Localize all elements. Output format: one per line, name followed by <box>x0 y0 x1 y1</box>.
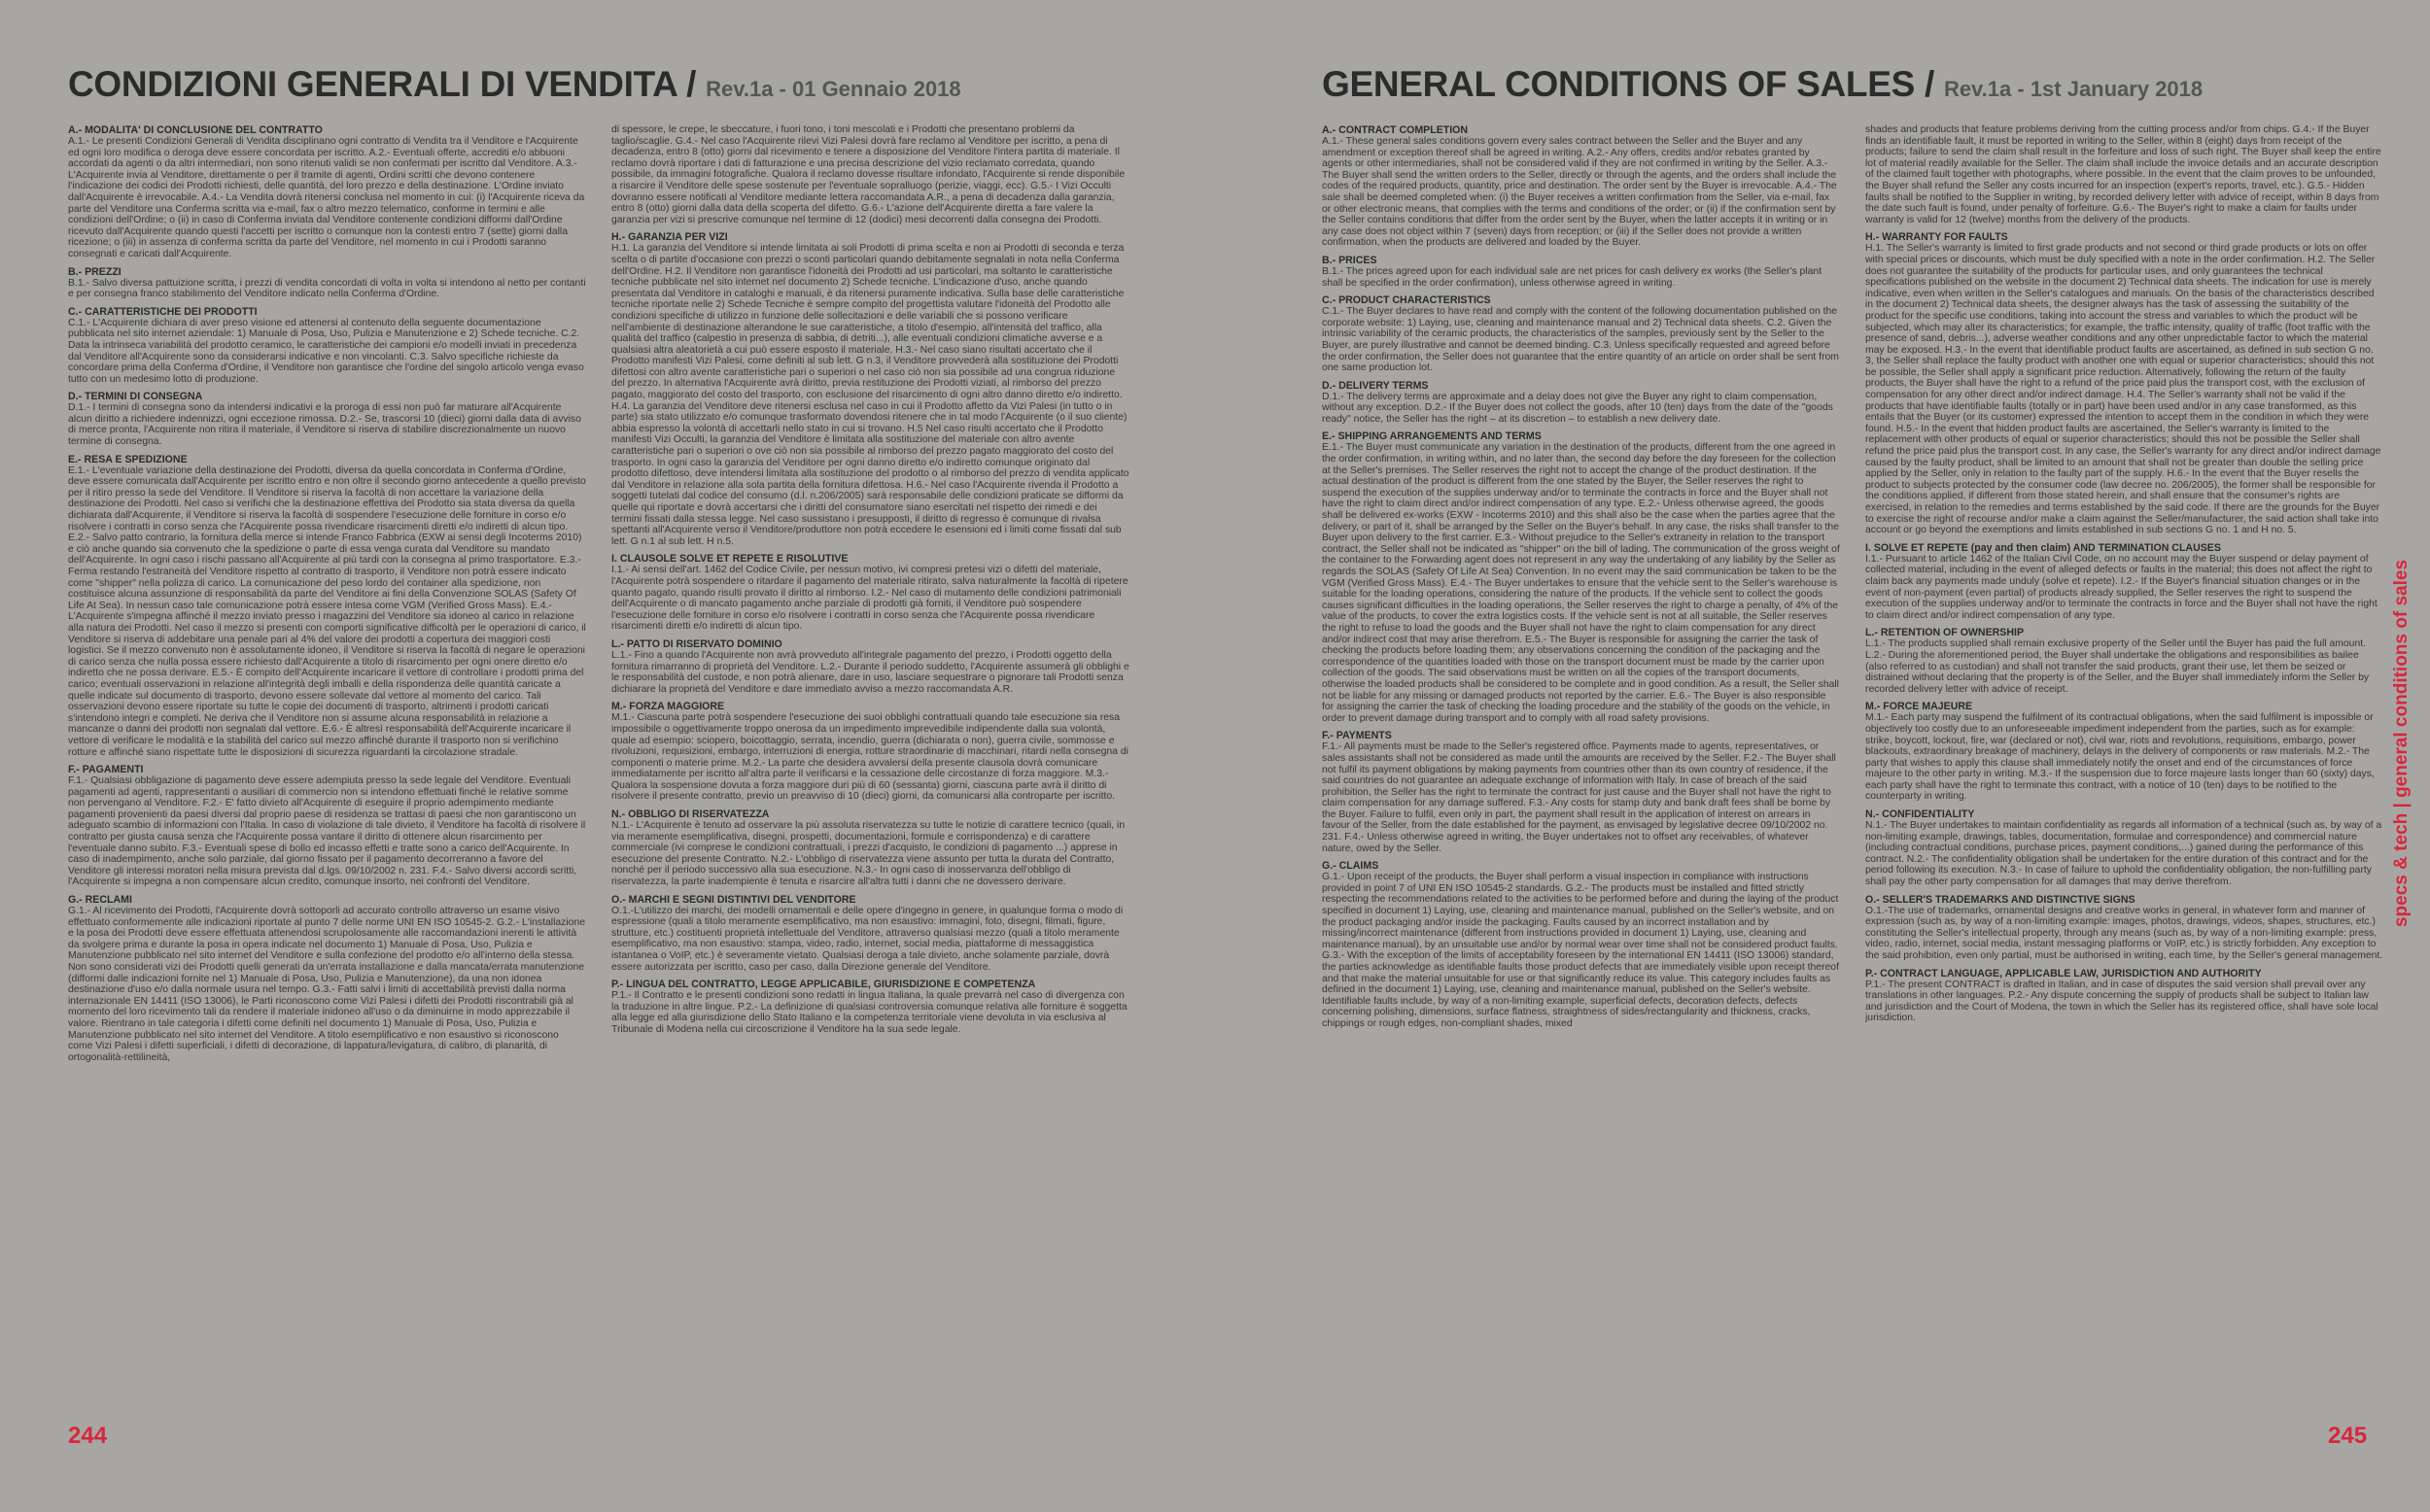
section-heading: O.- MARCHI E SEGNI DISTINTIVI DEL VENDITORE <box>611 893 856 906</box>
column-1 <box>1322 124 1840 1358</box>
right-page <box>1215 0 2430 1512</box>
section-heading: D.- TERMINI DI CONSEGNA <box>68 391 203 403</box>
section-body: I.1.- Ai sensi dell'art. 1462 del Codice Civile, per nessun motivo, ivi compresi pretesi vizi o difetti del materiale, l'Acquirente potrà sospendere o ritardare il pagamento del materiale ritirato, salva naturalmente la facoltà di ripetere quanto pagato, quando risulti provato il diritto al rimborso. I.2.- Nel caso di mutamento delle condizioni patrimoniali dell'Acquirente o di mancato pagamento anche parziale di prodotti già forniti, il Venditore può sospendere l'esecuzione delle forniture in corso e/o risolvere i contratti in corso senza che l'Acquirente possa rivendicare risarcimenti diretti e/o indiretti di alcun tipo. <box>611 565 1128 633</box>
section-heading: G.- CLAIMS <box>1322 860 1379 873</box>
section-heading: O.- SELLER'S TRADEMARKS AND DISTINCTIVE SIGNS <box>1865 893 2135 906</box>
text-columns <box>1322 124 2383 1358</box>
section-body: G.1.- Al ricevimento dei Prodotti, l'Acquirente dovrà sottoporli ad accurato controllo attraverso un esame visivo effettuato conformemente alle indicazioni riportate al punto 7 delle norme UNI EN ISO 10545-2. G.2.- L'installazione e la posa dei Prodotti deve essere effettuata attenendosi scrupolosamente alle raccomandazioni inerenti le attività da svolgere prima e durante la posa in opera indicate nel documento 1) Manuale di Posa, Uso, Pulizia e Manutenzione pubblicato nel sito internet del Venditore e sulla confezione del prodotto e/o all'interno della stessa. Non sono considerati vizi dei Prodotti quelli generati da un'errata installazione e dalla mancata/errata manutenzione (difformi dalle indicazioni fornite nel 1) Manuale di Posa, Uso, Pulizia e Manutenzione), da una non idonea destinazione d'uso e/o dalla normale usura nel tempo. G.3.- Fatti salvi i limiti di accettabilità previsti dalla norma internazionale EN 14411 (ISO 13006), le Parti riconoscono come Vizi Palesi i difetti dei Prodotti riscontrabili già al momento del loro ricevimento tali da rendere il materiale inidoneo all'uso o da diminuirne in modo apprezzabile il valore. Rientrano in tale categoria i difetti come definiti nel documento 1) Manuale di Posa, Uso, Pulizia e Manutenzione pubblicato nel sito internet del Venditore. A titolo esemplificativo e non esaustivo si riconoscono come Vizi Palesi i difetti superficiali, i difetti di decorazione, di lappatura/levigatura, di calibro, di planarità, di ortogonalità-rettilineità, <box>68 906 586 1063</box>
section-heading: L.- RETENTION OF OWNERSHIP <box>1865 627 2025 639</box>
text-columns <box>68 124 1129 1358</box>
revision-label: Rev.1a - 1st January 2018 <box>1943 77 2204 101</box>
column-2 <box>611 124 1129 1358</box>
section-body: D.1.- I termini di consegna sono da intendersi indicativi e la proroga di essi non può far maturare all'Acquirente alcun diritto a richiedere indennizzi, ogni eccezione rimossa. D.2.- Se, trascorsi 10 (dieci) giorni dalla data di avviso di merce pronta, l'Acquirente non ritira il materiale, il Venditore si riserva di stabilire discrezionalmente un nuovo termine di consegna. <box>68 402 581 448</box>
section-heading: M.- FORZA MAGGIORE <box>611 701 725 713</box>
section-heading: D.- DELIVERY TERMS <box>1322 379 1429 392</box>
page-number: 245 <box>2328 1423 2368 1449</box>
section-body: A.1.- These general sales conditions govern every sales contract between the Seller and the Buyer and any amendment or exception thereof shall be agreed in writing. A.2.- Any offers, credits and/or rebates granted by agents or other intermediaries, shall not be considered valid if they are not confirmed in writing by the Seller. A.3.- The Buyer shall send the written orders to the Seller, directly or through the agents, and the orders shall include the codes of the required products, quantity, price and destination. The order sent by the Buyer is irrevocable. A.4.- The sale shall be deemed completed when: (i) the Buyer receives a written confirmation from the Seller, via e-mail, fax or other electronic means, that complies with the terms and conditions of the order; or (ii) if the confirmation sent by the Seller contains conditions that differ from the order sent by the Buyer, when the latter accepts it in writing or in any case does not object within 7 (seven) days from reception; or (iii) if the Seller does not provide a written confirmation, when the products are delivered and loaded by the Buyer. <box>1322 136 1837 249</box>
section-heading: B.- PREZZI <box>68 265 122 278</box>
section-body: di spessore, le crepe, le sbeccature, i fuori tono, i toni mescolati e i Prodotti che presentano problemi da taglio/scaglie. G.4.- Nel caso l'Acquirente rilevi Vizi Palesi dovrà fare reclamo al Venditore per iscritto, a pena di decadenza, entro 8 (otto) giorni dal ricevimento e tenere a disposizione del Venditore l'intera partita di materiale. Il reclamo dovrà riportare i dati di fatturazione e una precisa descrizione del vizio reclamato corredata, quando possibile, da immagini fotografiche. Qualora il reclamo dovesse risultare infondato, l'Acquirente si rende disponibile a risarcire il Venditore delle spese sostenute per l'eventuale sopralluogo (perizie, viaggi, ecc). G.5.- I Vizi Occulti dovranno essere notificati al Venditore mediante lettera raccomandata A.R., a pena di decadenza dalla garanzia, entro 8 (otto) giorni dalla data della scoperta del difetto. G.6.- L'azione dell'Acquirente diretta a fare valere la garanzia per vizi si prescrive comunque nel termine di 12 (dodici) mesi decorrenti dalla consegna dei Prodotti. <box>611 124 1126 225</box>
revision-label: Rev.1a - 01 Gennaio 2018 <box>706 77 961 101</box>
section-body: H.1. The Seller's warranty is limited to first grade products and not second or third grade products or lots on offer with special prices or discounts, which must be duly specified with a note in the order confirmation. H.2. The Seller does not guarantee the suitability of the products for particular uses, and only guarantees the technical specifications published on the website in the document 2) Technical data sheets. The indication for use is merely indicative, even when written in the Seller's catalogues and manuals. On the basis of the characteristics described in the document 2) Technical data sheets, the designer always has the task of assessing the suitability of the product for the specific use conditions, taking into account the stress and variables to which the product will be subjected, which may alter its characteristics; for example, the traffic intensity, quality of traffic (foot traffic with the presence of sand, debris...), adverse weather conditions and any other unpredictable factor to which the material may be exposed. H.3.- In the event that identifiable product faults are ascertained, as defined in sub section G no. 3, the Seller shall replace the faulty product with another one with equal or superior characteristics; should this not be possible, the Seller shall apply a significant price reduction. Alternatively, following the return of the faulty products, the Buyer shall have the right to a refund of the price paid plus the transport cost, with the exclusion of compensation for any other direct and/or indirect damage. H.4. The Seller's warranty shall not be valid if the products that have identifiable faults (totally or in part) have been used and/or in any case transformed, as this entails that the Buyer (or its customer) expressed the intention to accept them in the condition in which they were found. H.5.- In the event that hidden product faults are ascertained, the Seller's warranty is limited to the replacement with other products of equal or superior characteristics; should this not be possible the Seller shall refund the price paid plus the transport cost. In any case, the Seller's warranty for any direct and/or indirect damage caused by the faulty product, shall be limited to an amount that shall not be greater than double the selling price applied by the Seller, only in relation to the faulty part of the supply. H.6.- In the event that the Buyer resells the product to subjects protected by the consumer code (law decree no. 206/2005), the former shall be responsible for the conditions applied, if different from those stated herein, and shall ensure that the consumer's rights are exercised, in relation to the remedies and terms established by the said code. If there are the grounds for the Buyer to exercise the right of recourse and/or make a claim against the Seller/manufacturer, the said action shall take into account or go beyond the exemptions and limits established in sub sections G no. 1 and H no. 5. <box>1865 243 2381 536</box>
section-heading: H.- WARRANTY FOR FAULTS <box>1865 231 2008 244</box>
section-heading: C.- PRODUCT CHARACTERISTICS <box>1322 294 1491 307</box>
title-text: CONDIZIONI GENERALI DI VENDITA / <box>68 64 697 104</box>
section-body: I.1.- Pursuant to article 1462 of the Italian Civil Code, on no account may the Buyer suspend or delay payment of collected material, including in the event of alleged defects or faults in the material; this does not affect the right to claim back any payments made unduly (solve et repete). I.2.- If the Buyer's financial situation changes or in the event of non-payment (even partial) of products already supplied, the Seller reserves the right to suspend the execution of the supplies underway and/or to terminate the contracts in force and the Buyer shall not have the right to claim direct and/or indirect compensation of any type. <box>1865 553 2378 621</box>
section-body: E.1.- L'eventuale variazione della destinazione dei Prodotti, diversa da quella concordata in Conferma d'Ordine, deve essere comunicata dall'Acquirente per iscritto entro e non oltre il secondo giorno antecedente a quello previsto per il ritiro presso la sede del Venditore. Il Venditore si riserva la facoltà di non accettare la variazione della destinazione dei Prodotti. Nel caso si verifichi che la destinazione effettiva del Prodotto sia stata diversa da quella dichiarata dall'Acquirente, il Venditore si riserva la facoltà di sospendere l'esecuzione delle forniture in corso e/o risolvere i contratti in corso senza che l'Acquirente possa rivendicare risarcimenti diretti e/o indiretti di alcun tipo. E.2.- Salvo patto contrario, la fornitura della merce si intende Franco Fabbrica (EXW ai sensi degli Incoterms 2010) e ciò anche quando sia convenuto che la spedizione o parte di essa venga curata dal Venditore su mandato dell'Acquirente. In ogni caso i rischi passano all'Acquirente al più tardi con la consegna al primo trasportatore. E.3.- Ferma restando l'estraneità del Venditore rispetto al contratto di trasporto, il Venditore non potrà essere indicato come "shipper" nella polizza di carico. La comunicazione del peso lordo del container alla spedizione, non costituisce alcuna assunzione di responsabilità da parte del Venditore ai fini della Convenzione SOLAS (Safety Of Life At Sea). In nessun caso tale comunicazione potrà essere intesa come VGM (Verified Gross Mass). E.4.- L'Acquirente s'impegna affinché il mezzo inviato presso i magazzini del Venditore sia idoneo al carico in relazione alla natura dei Prodotti. Nel caso il mezzo si presenti con comporti significative difficoltà per le operazioni di carico, il Venditore si riserva di addebitare una penale pari al 4% del valore dei prodotti a copertura dei maggiori costi logistici. Se il mezzo convenuto non è assolutamente idoneo, il Venditore si riserva la facoltà di negare le operazioni di carico senza che nulla possa essere richiesto dall'Acquirente a titolo di risarcimento per ogni onere diretto e/o indiretto che ne possa derivare. E.5.- È compito dell'Acquirente incaricare il vettore di controllare i prodotti prima del carico; eventuali osservazioni in relazione all'integrità degli imballi e della rispondenza delle quantità caricate a quelle indicate sul documento di trasporto, devono essere sollevate dal vettore al momento del carico. Tali osservazioni devono essere riportate su tutte le copie dei documenti di trasporto, altrimenti i prodotti caricati s'intendono integri e completi. Ne deriva che il Venditore non si assume alcuna responsabilità in relazione a mancanze o danni dei prodotti non segnalati dal vettore. E.6.- È altresì responsabilità dell'Acquirente incaricare il vettore di verificare le modalità e la stabilità del carico sul mezzo affinché durante il trasporto non si verifichino rotture e affinché siano rispettate tutte le disposizioni di sicurezza riguardanti la circolazione stradale. <box>68 464 586 758</box>
section-body: F.1.- Qualsiasi obbligazione di pagamento deve essere adempiuta presso la sede legale del Venditore. Eventuali pagamenti ad agenti, rappresentanti o ausiliari di commercio non si intendono effettuati finché le relative somme non pervengano al Venditore. F.2.- E' fatto divieto all'Acquirente di eseguire il proprio adempimento mediante pagamenti provenienti da paesi diversi dal proprio paese di residenza se trattasi di paesi che non garantiscono un adeguato scambio di informazioni con l'Italia. In caso di violazione di tale divieto, il Venditore ha facoltà di risolvere il contratto per giusta causa senza che l'Acquirente possa vantare il diritto di ottenere alcun risarcimento per l'eventuale danno subito. F.3.- Eventuali spese di bollo ed incasso effetti e tratte sono a carico dell'Acquirente. In caso di inadempimento, anche solo parziale, dal giorno fissato per il pagamento decorreranno a favore del Venditore gli interessi moratori nella misura prevista dal d.lgs. 09/10/2002 n. 231. F.4.- Salvo diversi accordi scritti, l'Acquirente si impegna a non compensare alcun credito, comunque insorto, nei confronti del Venditore. <box>68 775 586 888</box>
section-heading: L.- PATTO DI RISERVATO DOMINIO <box>611 637 782 650</box>
section-heading: F.- PAGAMENTI <box>68 764 144 776</box>
column-1 <box>68 124 586 1358</box>
section-heading: F.- PAYMENTS <box>1322 730 1392 742</box>
section-heading: A.- MODALITA' DI CONCLUSIONE DEL CONTRATTO <box>68 124 323 136</box>
section-heading: A.- CONTRACT COMPLETION <box>1322 124 1469 136</box>
page-title-english <box>1322 64 2203 105</box>
page-number: 244 <box>68 1423 108 1449</box>
section-body: B.1.- Salvo diversa pattuizione scritta, i prezzi di vendita concordati di volta in volta si intendono al netto per contanti e per consegna franco stabilimento del Venditore indicato nella Conferma d'Ordine. <box>68 277 586 300</box>
section-heading: P.- CONTRACT LANGUAGE, APPLICABLE LAW, JURISDICTION AND AUTHORITY <box>1865 967 2262 979</box>
section-body: P.1.- The present CONTRACT is drafted in Italian, and in case of disputes the said version shall prevail over any translations in other languages. P.2.- Any dispute concerning the supply of products shall be subject to Italian law and jurisdiction and the Court of Modena, the town in which the Seller has its registered office, shall have sole local jurisdiction. <box>1865 979 2378 1024</box>
section-heading: N.- OBBLIGO DI RISERVATEZZA <box>611 808 770 821</box>
section-body: C.1.- The Buyer declares to have read and comply with the content of the following documentation published on the corporate website: 1) Laying, use, cleaning and maintenance manual and 2) Technical data sheets. C.2. Given the intrinsic variability of the ceramic products, the characteristics of the samples, previously sent by the Seller to the Buyer, are purely illustrative and cannot be deemed binding. C.3. Unless specifically requested and agreed before the order confirmation, the Seller does not guarantee that the entire quantity of an article on order shall be sent from one same production lot. <box>1322 306 1839 374</box>
section-body: E.1.- The Buyer must communicate any variation in the destination of the products, different from the one agreed in the order confirmation, in writing within, and no later than, the second day before the day foreseen for the collection at the Seller's premises. The Seller reserves the right not to accept the change of the product destination. If the actual destination of the product is different from the one stated by the Buyer, the Seller reserves the right to suspend the execution of the supplies underway and/or to terminate the contracts in force and the Buyer shall not have the right to claim direct and/or indirect compensation of any type. E.2.- Unless otherwise agreed, the goods shall be delivered ex-works (EXW - Incoterms 2010) and this shall also be the case when the parties agree that the delivery, or part of it, shall be arranged by the Seller on the Buyer's behalf. In any case, the risks shall transfer to the Buyer upon delivery to the first carrier. E.3.- Without prejudice to the Seller's extraneity in relation to the transport contract, the Seller shall not be indicated as "shipper" on the bill of lading. The communication of the gross weight of the container to the Forwarding agent does not represent in any way the undertaking of any liability by the Seller as regards the SOLAS (Safety Of Life At Sea) Convention. In no event may the said communication be taken to be the VGM (Verified Gross Mass). E.4.- The Buyer undertakes to ensure that the vehicle sent to the Seller's warehouse is suitable for the loading operations, considering the nature of the products. If the vehicle sent to collect the goods causes significant difficulties in the loading operations, the Seller reserves the right to charge a penalty, of 4% of the value of the products, to cover the extra logistics costs. If the vehicle sent is not at all suitable, the Seller reserves the right to refuse to load the goods and the Buyer shall not have the right to claim compensation for any direct and/or indirect cost that may arise therefrom. E.5.- The Buyer is responsible for assigning the carrier the task of checking the products before loading them; any observations concerning the condition of the packaging and the correspondence of the quantities loaded with those on the transport document must be made by the carrier upon collection of the goods. The said observations must be written on all the copies of the transport documents, otherwise the loaded products shall be considered to be complete and in good condition. As a result, the Seller shall not be liable for any missing or damaged products not reported by the carrier. E.6.- The Buyer is also responsible for assigning the carrier the task of checking the loading procedure and the stability of the goods on the vehicle, in order to prevent damage during transport and to comply with all road safety provisions. <box>1322 442 1840 724</box>
section-body: D.1.- The delivery terms are approximate and a delay does not give the Buyer any right to claim compensation, without any exception. D.2.- If the Buyer does not collect the goods, after 10 (ten) days from the date of the "goods ready" notice, the Seller has the right – at its discretion – to establish a new delivery date. <box>1322 391 1833 425</box>
section-body: M.1.- Each party may suspend the fulfilment of its contractual obligations, when the said fulfilment is impossible or objectively too costly due to an unforeseeable impediment independent from the parties, such as for example: strike, boycott, lockout, fire, war (declared or not), civil war, riots and revolutions, requisitions, embargo, power blackouts, extraordinary breakage of machinery, delays in the delivery of components or raw materials. M.2.- The party that wishes to apply this clause shall immediately notify the onset and end of the circumstances of force majeure to the other party in writing. M.3.- If the suspension due to force majeure lasts longer than 60 (sixty) days, each party shall have the right to terminate this contract, with a notice of 10 (ten) days to be notified to the counterparty in writing. <box>1865 712 2375 803</box>
section-body: H.1. La garanzia del Venditore si intende limitata ai soli Prodotti di prima scelta e non ai Prodotti di seconda e terza scelta o di partite d'occasione con prezzi o sconti particolari quando debitamente segnalati in nota nella Conferma dell'Ordine. H.2. Il Venditore non garantisce l'idoneità dei Prodotti ad usi particolari, ma soltanto le caratteristiche tecniche pubblicate nel sito internet nel documento 2) Schede tecniche. L'indicazione d'uso, anche quando presentata dal Venditore in cataloghi e manuali, è da ritenersi puramente indicativa. Sulla base delle caratteristiche tecniche riportate nelle 2) Schede Tecniche è sempre compito del progettista valutare l'idoneità del Prodotto alle condizioni specifiche di utilizzo in funzione delle sollecitazioni e delle variabili che si possono verificare nell'ambiente di destinazione alterandone le sue caratteristiche, a titolo d'esempio, all'intensità del traffico, alla qualità del traffico (calpestio in presenza di sabbia, di detriti...), alle eventuali condizioni climatiche avverse e a qualsiasi altra aleatorietà a cui può essere esposto il materiale. H.3.- Nel caso siano risultati accertato che il Prodotto manifesti Vizi Palesi, come definiti al sub lett. G n.3, il Venditore provvederà alla sostituzione dei Prodotti difettosi con altro avente caratteristiche pari o superiori o nel caso ciò non sia possibile ad una congrua riduzione del prezzo. In alternativa l'Acquirente avrà diritto, previa restituzione dei Prodotti viziati, al rimborso del prezzo pagato, maggiorato del costo del trasporto, con esclusione del risarcimento di ogni altro danno diretto e/o indiretto. H.4. La garanzia del Venditore deve ritenersi esclusa nel caso in cui il Prodotto affetto da Vizi Palesi (in tutto o in parte) sia stato utilizzato e/o comunque trasformato dovendosi ritenere che in tal modo l'Acquirente (o il suo cliente) abbia espresso la volontà di accettarli nello stato in cui si trovano. H.5 Nel caso risulti accertato che il Prodotto manifesti Vizi Occulti, la garanzia del Venditore è limitata alla sostituzione del materiale con altro avente caratteristiche pari o superiori o ove ciò non sia possibile al rimborso del prezzo pagato maggiorato del costo del trasporto. In ogni caso la garanzia del Venditore per ogni danno diretto e/o indiretto comunque originato dal prodotto difettoso, deve intendersi limitata alla sostituzione del prodotto o al rimborso del prezzo di vendita applicato dal Venditore in relazione alla sola partita della fornitura difettosa. H.6.- Nel caso l'Acquirente rivenda il Prodotto a soggetti tutelati dal codice del consumo (d.l. n.206/2005) sarà responsabile delle condizioni praticate se difformi da quelle qui riportate e dovrà accertarsi che i diritti del consumatore siano esercitati nel rispetto dei rimedi e dei termini fissati dalla stessa legge. Nel caso sussistano i presupposti, il diritto di regresso è comunque di rivalsa spettanti all'Acquirente verso il Venditore/produttore non potrà eccedere le esensioni ed i limiti come fissati dal sub lett. G n.1 al sub lett. H n.5. <box>611 243 1129 547</box>
section-heading: M.- FORCE MAJEURE <box>1865 701 1973 713</box>
section-heading: H.- GARANZIA PER VIZI <box>611 231 728 244</box>
side-label-text: specs & tech | general conditions of sales <box>2391 559 2412 928</box>
title-text: GENERAL CONDITIONS OF SALES / <box>1322 64 1934 104</box>
section-heading: N.- CONFIDENTIALITY <box>1865 808 1975 821</box>
section-body: N.1.- L'Acquirente è tenuto ad osservare la più assoluta riservatezza su tutte le notizie di carattere tecnico (quali, in via meramente esemplificativa, disegni, prospetti, documentazioni, formule e corrispondenza) e di carattere commerciale (ivi comprese le condizioni contrattuali, i prezzi d'acquisto, le condizioni di pagamento ...) apprese in esecuzione del presente Contratto. N.2.- L'obbligo di riservatezza viene assunto per tutta la durata del Contratto, nonché per il periodo successivo alla sua esecuzione. N.3.- In ogni caso di inosservanza dell'obbligo di riservatezza, la parte inadempiente è tenuta e risarcire all'altra tutti i danni che ne dovessero derivare. <box>611 820 1126 888</box>
section-body: L.1.- The products supplied shall remain exclusive property of the Seller until the Buyer has paid the full amount. L.2.- During the aforementioned period, the Buyer shall undertake the obligations and responsibilities as bailee (also referred to as custodian) and shall not transfer the said products, grant their use, let them be seized or distrained without declaring that the property is of the Seller, and the Buyer shall immediately inform the Seller by recorded delivery letter with advice of receipt. <box>1865 638 2370 695</box>
section-body: N.1.- The Buyer undertakes to maintain confidentiality as regards all information of a technical (such as, by way of a non-limiting example, drawings, tables, documentation, formulae and correspondence) and commercial nature (including contractual conditions, purchase prices, payment conditions,...) gained during the performance of this contract. N.2.- The confidentiality obligation shall be undertaken for the entire duration of this contract and for the period following its execution. N.3.- In case of failure to uphold the confidentiality obligation, the non-fulfilling party shall pay the other party compensation for all damages that may derive therefrom. <box>1865 820 2382 888</box>
section-body: L.1.- Fino a quando l'Acquirente non avrà provveduto all'integrale pagamento del prezzo, i Prodotti oggetto della fornitura rimarranno di proprietà del Venditore. L.2.- Durante il periodo suddetto, l'Acquirente assumerà gli obblighi e le responsabilità del custode, e non potrà alienare, dare in uso, lasciare sequestrare o pignorare tali Prodotti senza dichiarare la proprietà del Venditore e dare immediato avviso a mezzo raccomandata A.R. <box>611 649 1129 695</box>
section-body: O.1.-The use of trademarks, ornamental designs and creative works in general, in whatever form and manner of expression (such as, by way of a non-limiting example: images, photos, drawings, videos, shapes, structures, etc.) constituting the Seller's intellectual property, through any means (such as, by way of a non-limiting example: press, video, radio, internet, social media, instant messaging platforms or VoIP, etc.) is strictly forbidden. Any exception to the said prohibition, even only partial, must be authorised in writing, each time, by the Seller's general management. <box>1865 905 2383 961</box>
side-section-label <box>2392 525 2412 962</box>
section-heading: E.- RESA E SPEDIZIONE <box>68 453 188 465</box>
section-body: G.1.- Upon receipt of the products, the Buyer shall perform a visual inspection in compliance with instructions provided in point 7 of UNI EN ISO 10545-2 standards. G.2.- The products must be installed and fitted strictly respecting the recommendations related to the activities to be performed before and during the laying of the product specified in document 1) Laying, use, cleaning and maintenance manual, published on the Seller's website, and on the product packaging and/or inside the packaging. Faults caused by an incorrect installation and by missing/incorrect maintenance (different from instructions provided in document 1) Laying, use, cleaning and maintenance manual), by an unsuitable use and/or by normal wear over time shall not be considered product faults. G.3.- With the exception of the limits of acceptability foreseen by the international EN 14411 (ISO 13006) standard, the parties acknowledge as identifiable faults those product defects that are immediately visible upon receipt thereof and that make the material unsuitable for use or that significantly reduce its value. This category includes faults as defined in the document 1) Laying, use, cleaning and maintenance manual, published on the Seller's website. Identifiable faults include, by way of a non-limiting example, superficial defects, decoration defects, defects concerning polishing, dimensions, surface flatness, straightness of sides/rectangularity and thickness, cracks, chippings or rough edges, non-compliant shades, mixed <box>1322 872 1839 1029</box>
section-body: O.1.-L'utilizzo dei marchi, dei modelli ornamentali e delle opere d'ingegno in genere, in qualunque forma o modo di espressione (quali a titolo meramente esemplificativo, ma non esaustivo: immagini, foto, disegni, filmati, figure, strutture, etc.) costituenti proprietà intellettuale del Venditore, attraverso qualsiasi mezzo (quali a titolo meramente esemplificativo, ma non esaustivo: stampa, video, radio, internet, social media, piattaforme di messaggistica istantanea o VoIP, etc.) è severamente vietato. Qualsiasi deroga a tale divieto, anche solamente parziale, dovrà essere autorizzata per iscritto, caso per caso, dalla Direzione generale del Venditore. <box>611 905 1124 973</box>
column-2 <box>1865 124 2383 1358</box>
section-heading: P.- LINGUA DEL CONTRATTO, LEGGE APPLICABILE, GIURISDIZIONE E COMPETENZA <box>611 979 1036 991</box>
section-heading: I. SOLVE ET REPETE (pay and then claim) AND TERMINATION CLAUSES <box>1865 541 2221 554</box>
section-body: F.1.- All payments must be made to the Seller's registered office. Payments made to agents, representatives, or sales assistants shall not be considered as made until the amounts are received by the Seller. F.2.- The Buyer shall not fulfil its payment obligations by making payments from countries other than its own country of residence, if the said countries do not guarantee an adequate exchange of information with Italy. In case of breach of the said prohibition, the Seller has the right to terminate the contract for just cause and the Buyer shall not have the right to claim compensation for any damage suffered. F.3.- Any costs for stamp duty and bank draft fees shall be borne by the Buyer. Failure to fulfil, even only in part, the payment shall result in the application of interest on arrears in favour of the Seller, from the date established for the payment, as envisaged by legislative decree 09/10/2002 no. 231. F.4.- Unless otherwise agreed in writing, the Buyer undertakes not to offset any receivables, of whatever nature, owed by the Seller. <box>1322 741 1836 854</box>
section-body: shades and products that feature problems deriving from the cutting process and/or from chips. G.4.- If the Buyer finds an identifiable fault, it must be reported in writing to the Seller, within 8 (eight) days from receipt of the products; failure to send the claim shall result in the forfeiture and loss of such right. The Buyer shall keep the entire lot of material readily available for the Seller. The claim shall include the invoice details and an accurate description of the claimed fault together with photographs, where possible. In the event that the claim proves to be unfounded, the Buyer shall refund the Seller any costs incurred for an inspection (expert's reports, travel, etc.). G.5.- Hidden faults shall be notified to the Supplier in writing, by recorded delivery letter with advice of receipt, within 8 days from the date such fault is found, under penalty of forfeiture. G.6.- The Buyer's right to make a claim for faults under warranty is valid for 12 (twelve) months from the delivery of the products. <box>1865 124 2381 225</box>
section-body: C.1.- L'Acquirente dichiara di aver preso visione ed attenersi al contenuto della seguente documentazione pubblicata nel sito internet aziendale: 1) Manuale di Posa, Uso, Pulizia e Manutenzione e 2) Schede tecniche. C.2. Data la intrinseca variabilità del prodotto ceramico, le caratteristiche dei campioni e/o modelli inviati in precedenza dal Venditore all'Acquirente sono da considerarsi indicative e non vincolanti. C.3. Salvo specifiche richieste da concordare prima della Conferma d'Ordine, il Venditore non garantisce che l'ordine del singolo articolo venga evaso tutto con un medesimo lotto di produzione. <box>68 317 584 385</box>
page-title-italian <box>68 64 961 105</box>
section-body: P.1.- Il Contratto e le presenti condizioni sono redatti in lingua Italiana, la quale prevarrà nel caso di divergenza con la traduzione in altre lingue. P.2.- La definizione di qualsiasi controversia comunque relativa alle forniture è soggetta alla legge ed alla giurisdizione dello Stato Italiano e la competenza territoriale viene devoluta in via esclusiva al Tribunale di Modena nella cui circoscrizione il Venditore ha la sua sede legale. <box>611 990 1128 1035</box>
section-heading: B.- PRICES <box>1322 254 1377 266</box>
section-body: A.1.- Le presenti Condizioni Generali di Vendita disciplinano ogni contratto di Vendita tra il Venditore e l'Acquirente ed ogni loro modifica o deroga deve essere concordata per iscritto. A.2.- Eventuali offerte, accrediti e/o abbuoni accordati da agenti o da altri intermediari, non sono ritenuti validi se non confermati per iscritto dal Venditore. A.3.- L'Acquirente invia al Venditore, direttamente o per il tramite di agenti, Ordini scritti che devono contenere l'indicazione dei codici dei Prodotti richiesti, delle quantità, del loro prezzo e della destinazione. L'Ordine inviato dall'Acquirente è irrevocabile. A.4.- La Vendita dovrà ritenersi conclusa nel momento in cui: (i) l'Acquirente riceva da parte del Venditore una Conferma scritta via e-mail, fax o altro mezzo telematico, conforme in termini e alle condizioni dell'Ordine; o (ii) in caso di Conferma inviata dal Venditore contenente condizioni difformi dall'Ordine ricevuto dall'Acquirente quando questi l'accetti per iscritto o comunque non la contesti entro 7 (sette) giorni dalla ricezione; o (iii) in assenza di conferma scritta da parte del Venditore, nel momento in cui i Prodotti saranno consegnati e caricati dall'Acquirente. <box>68 136 585 259</box>
section-body: B.1.- The prices agreed upon for each individual sale are net prices for cash delivery ex works (the Seller's plant shall be specified in the order confirmation), unless otherwise agreed in writing. <box>1322 265 1822 289</box>
section-heading: C.- CARATTERISTICHE DEI PRODOTTI <box>68 305 258 318</box>
section-heading: G.- RECLAMI <box>68 894 132 907</box>
section-heading: I. CLAUSOLE SOLVE ET REPETE E RISOLUTIVE <box>611 553 849 566</box>
section-heading: E.- SHIPPING ARRANGEMENTS AND TERMS <box>1322 430 1542 443</box>
section-body: M.1.- Ciascuna parte potrà sospendere l'esecuzione dei suoi obblighi contrattuali quando tale esecuzione sia resa impossibile o oggettivamente troppo onerosa da un impedimento imprevedibile indipendente dalla sua volontà, quale ad esempio: sciopero, boicottaggio, serrata, incendio, guerra (dichiarata o non), guerra civile, sommosse e rivoluzioni, requisizioni, embargo, interruzioni di energia, rotture straordinarie di macchinari, ritardi nella consegna di componenti o materie prime. M.2.- La parte che desidera avvalersi della presente clausola dovrà comunicare immediatamente per iscritto all'altra parte il verificarsi e la cessazione delle circostanze di forza maggiore. M.3.- Qualora la sospensione dovuta a forza maggiore duri più di 60 (sessanta) giorni, ciascuna parte avrà il diritto di risolvere il presente contratto, previo un preavviso di 10 (dieci) giorni, da comunicarsi alla controparte per iscritto. <box>611 712 1128 803</box>
